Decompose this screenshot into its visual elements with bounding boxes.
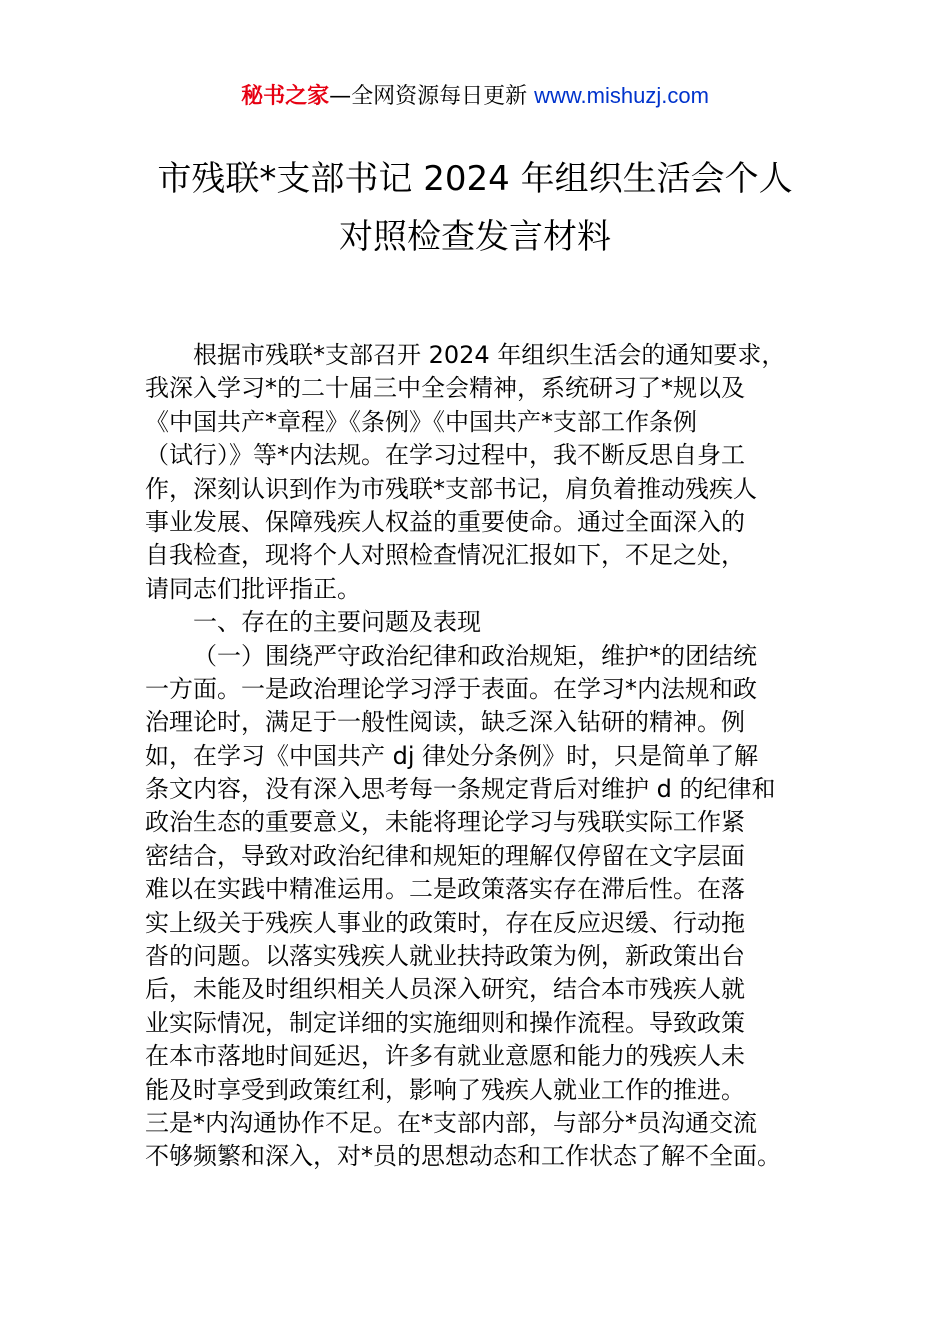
body-line: 自我检查，现将个人对照检查情况汇报如下，不足之处， — [145, 541, 745, 570]
body-line: 政治生态的重要意义，未能将理论学习与残联实际工作紧 — [145, 808, 745, 837]
body-line: 我深入学习*的二十届三中全会精神，系统研习了*规以及 — [145, 374, 745, 403]
body-line: 实上级关于残疾人事业的政策时，存在反应迟缓、行动拖 — [145, 908, 745, 937]
body-line: 《中国共产*章程》《条例》《中国共产*支部工作条例 — [145, 407, 697, 436]
title-line-1: 市残联*支部书记 2024 年组织生活会个人 — [157, 159, 793, 199]
body-line: 沓的问题。以落实残疾人就业扶持政策为例，新政策出台 — [145, 942, 745, 971]
body-line: 能及时享受到政策红利，影响了残疾人就业工作的推进。 — [145, 1075, 745, 1104]
site-url[interactable]: www.mishuzj.com — [534, 83, 709, 108]
section-heading: 一、存在的主要问题及表现 — [193, 608, 481, 637]
body-line: 后，未能及时组织相关人员深入研究，结合本市残疾人就 — [145, 975, 745, 1004]
body-line: 条文内容，没有深入思考每一条规定背后对维护 d 的纪律和 — [145, 775, 776, 804]
body-line: 一方面。一是政治理论学习浮于表面。在学习*内法规和政 — [145, 674, 757, 703]
body-line: （一）围绕严守政治纪律和政治规矩，维护*的团结统 — [193, 641, 757, 670]
body-line: 业实际情况，制定详细的实施细则和操作流程。导致政策 — [145, 1008, 745, 1037]
body-line: 在本市落地时间延迟，许多有就业意愿和能力的残疾人未 — [145, 1042, 745, 1071]
site-brand: 秘书之家 — [241, 84, 330, 109]
body-line: 事业发展、保障残疾人权益的重要使命。通过全面深入的 — [145, 507, 745, 536]
site-tagline: —全网资源每日更新 — [329, 84, 535, 109]
site-header — [0, 78, 950, 115]
body-line: 密结合，导致对政治纪律和规矩的理解仅停留在文字层面 — [145, 841, 745, 870]
body-line: 三是*内沟通协作不足。在*支部内部，与部分*员沟通交流 — [145, 1108, 757, 1137]
body-line: 治理论时，满足于一般性阅读，缺乏深入钻研的精神。例 — [145, 708, 745, 737]
body-line: 如，在学习《中国共产 dj 律处分条例》时，只是简单了解 — [145, 741, 759, 770]
body-line: 不够频繁和深入，对*员的思想动态和工作状态了解不全面。 — [145, 1142, 781, 1171]
body-line: 根据市残联*支部召开 2024 年组织生活会的通知要求， — [193, 341, 786, 369]
document-body — [145, 339, 810, 1174]
body-line: （试行）》等*内法规。在学习过程中，我不断反思自身工 — [145, 441, 745, 470]
body-line: 难以在实践中精准运用。二是政策落实存在滞后性。在落 — [145, 875, 745, 904]
body-line: 作，深刻认识到作为市残联*支部书记，肩负着推动残疾人 — [145, 474, 757, 503]
document-title — [60, 150, 890, 266]
body-line: 请同志们批评指正。 — [145, 574, 361, 603]
title-line-2: 对照检查发言材料 — [339, 217, 611, 257]
